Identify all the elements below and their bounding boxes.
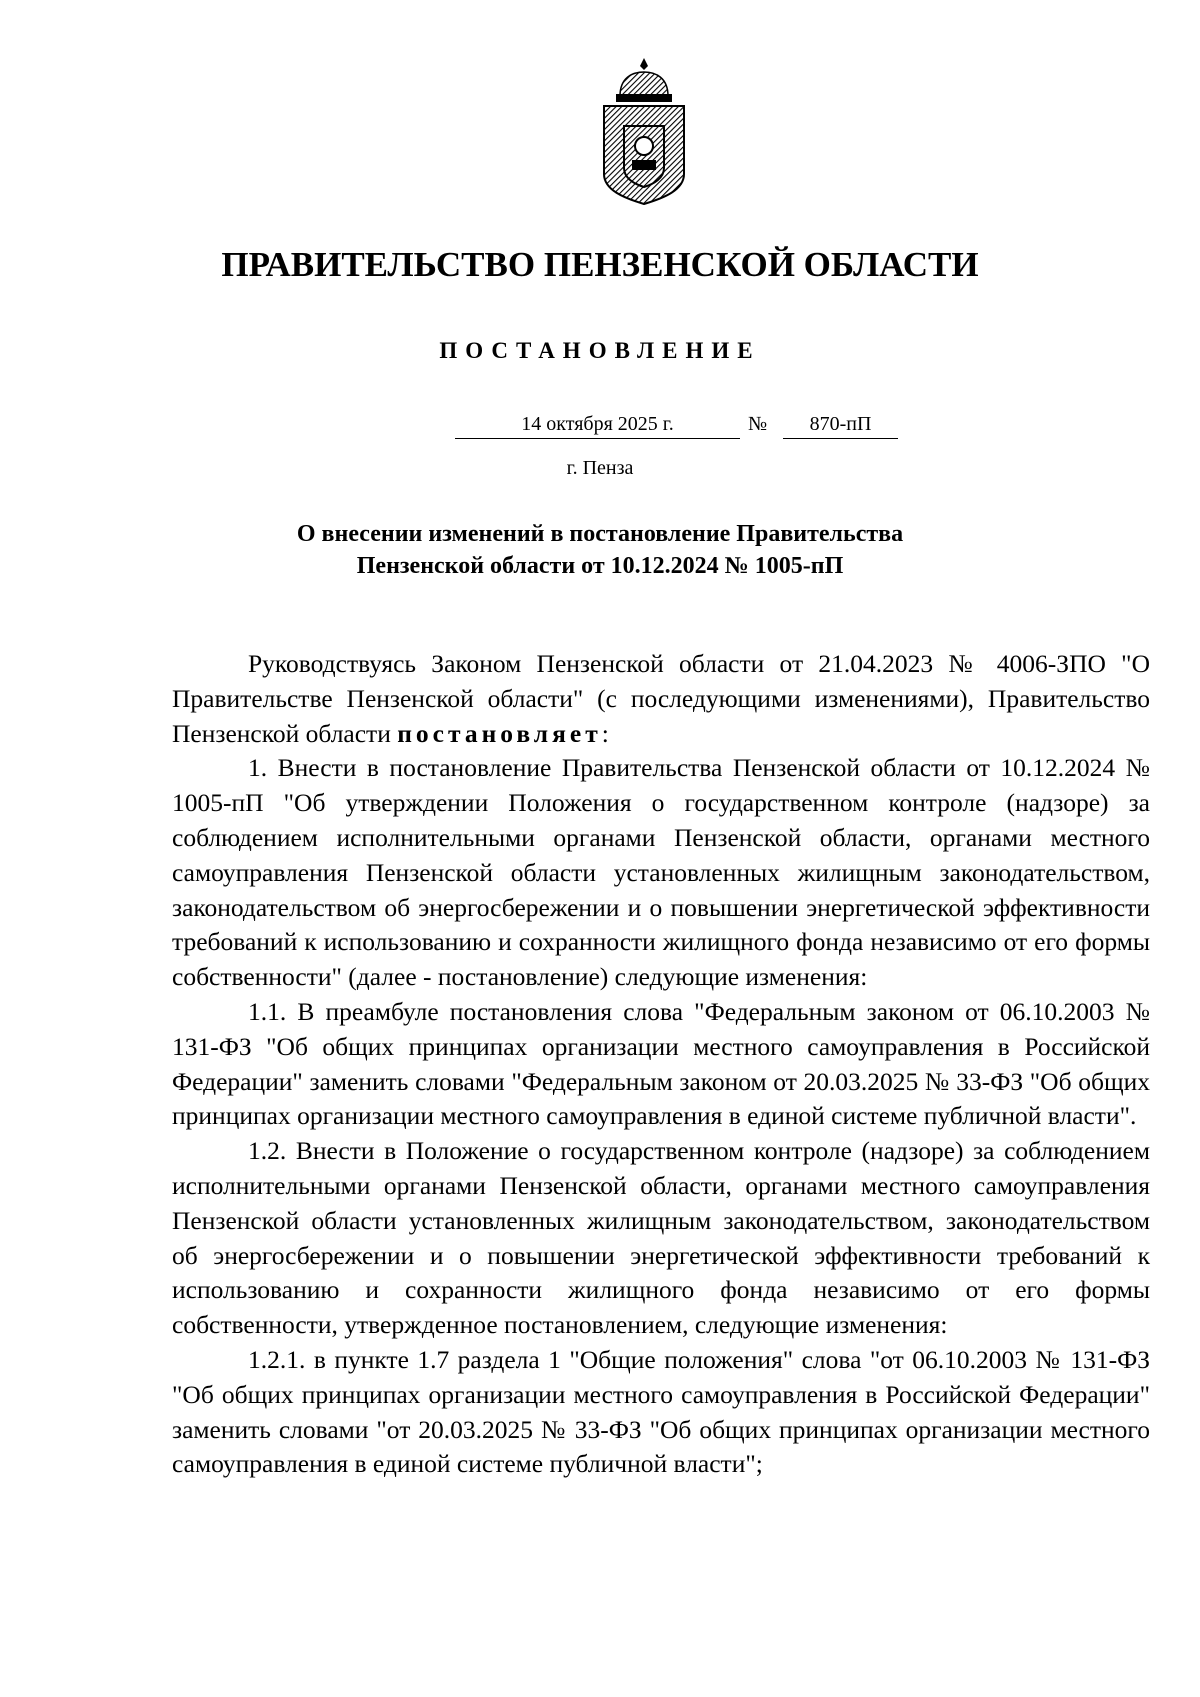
number-sign: № (748, 413, 768, 435)
paragraph-1-2: 1.2. Внести в Положение о государственном контроле (надзоре) за соблюдением исполнительными органами Пензенской области, органами местного самоуправления Пензенской области установленных жилищным законодательством, законодательством об энергосбережении и о повышении энергетической эффективности требований к использованию и сохранности жилищного фонда независимо от его формы собственности, утвержденное постановлением, следующие изменения: (172, 1136, 1150, 1340)
paragraph-1: 1. Внести в постановление Правительства Пензенской области от 10.12.2024 № 1005-пП "Об утверждении Положения о государственном контроле (надзоре) за соблюдением исполнительными органами Пензенской области, органами местного самоуправления Пензенской области установленных жилищным законодательством, законодательством об энергосбережении и о повышении энергетической эффективности требований к использованию и сохранности жилищного фонда независимо от его формы собственности" (далее - постановление) следующие изменения: (172, 753, 1150, 992)
subject-line-1: О внесении изменений в постановление Правительства (296, 521, 904, 547)
organization-title: ПРАВИТЕЛЬСТВО ПЕНЗЕНСКОЙ ОБЛАСТИ (221, 245, 979, 284)
decree-subject (250, 518, 950, 582)
preamble-colon: : (601, 718, 609, 748)
decree-number: 870-пП (783, 410, 898, 439)
decree-word: постановляет (397, 718, 602, 748)
city: г. Пенза (566, 457, 634, 479)
paragraph-1-1: 1.1. В преамбуле постановления слова "Федеральным законом от 06.10.2003 № 131-ФЗ "Об общих принципах организации местного самоуправления в Российской Федерации" заменить словами "Федеральным законом от 20.03.2025 № 33-ФЗ "Об общих принципах организации местного самоуправления в единой системе публичной власти". (172, 996, 1150, 1131)
document-body (172, 647, 1150, 1482)
document-type-title: ПОСТАНОВЛЕНИЕ (439, 338, 761, 363)
paragraph-1-2-1: 1.2.1. в пункте 1.7 раздела 1 "Общие положения" слова "от 06.10.2003 № 131-ФЗ "Об общих принципах организации местного самоуправления в Российской Федерации" заменить словами "от 20.03.2025 № 33-ФЗ "Об общих принципах организации местного самоуправления в единой системе публичной власти"; (172, 1344, 1150, 1479)
coat-of-arms-emblem (598, 56, 690, 206)
preamble-text: Руководствуясь Законом Пензенской области от 21.04.2023 № 4006-ЗПО "О Правительстве Пензенской области" (с последующими изменениями), Правительство Пензенской области (172, 649, 1150, 748)
subject-line-2: Пензенской области от 10.12.2024 № 1005-пП (356, 553, 844, 579)
preamble-paragraph (172, 647, 1150, 751)
decree-date: 14 октября 2025 г. (455, 410, 740, 439)
